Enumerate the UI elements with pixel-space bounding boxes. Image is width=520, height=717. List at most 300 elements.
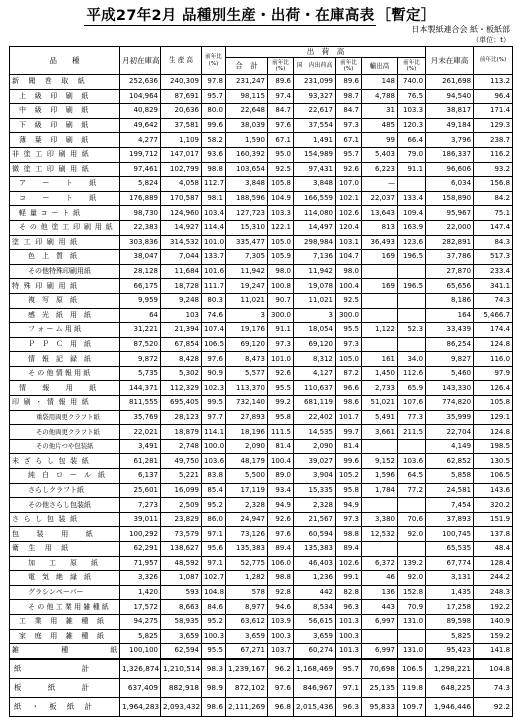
cell-exports-yoy: 131.0 [398,614,426,629]
cell-opening-stock: 3,491 [120,439,161,454]
cell-domestic-yoy: 95.7 [336,659,362,679]
cell-domestic-yoy: 100.3 [336,629,362,644]
cell-shipment-total: 1,590 [226,133,268,148]
cell-closing-yoy: 140.9 [474,614,513,629]
header-exports-yoy: 前年比(%) [398,58,426,75]
cell-shipment-total: 127,723 [226,206,268,221]
cell-exports-yoy [398,337,426,352]
table-row [10,104,513,119]
cell-domestic-yoy: 99.7 [336,425,362,440]
row-label: 重袋用両更クラフト紙 [10,410,120,425]
cell-closing-yoy: 126.4 [474,381,513,396]
table-row [10,177,513,192]
cell-shipment-total-yoy: 100.8 [268,279,294,294]
cell-domestic-shipment: 1,491 [294,133,336,148]
row-label: 工 業 用 雑 種 紙 [10,614,120,629]
cell-closing-yoy: 320.2 [474,498,513,513]
cell-shipment-total: 1,282 [226,571,268,586]
cell-shipment-total: 578 [226,585,268,600]
cell-domestic-shipment: 19,078 [294,279,336,294]
cell-production: 23,829 [161,512,202,527]
cell-exports-yoy: 79.0 [398,147,426,162]
cell-production-yoy: 103.4 [202,206,226,221]
cell-closing-stock: 17,258 [426,600,474,615]
cell-production-yoy: 103.6 [202,454,226,469]
table-row [10,206,513,221]
cell-production-yoy: 95.2 [202,498,226,513]
cell-domestic-yoy: 97.3 [336,118,362,133]
cell-shipment-total-yoy: 106.0 [268,556,294,571]
cell-closing-stock: 1,435 [426,585,474,600]
cell-closing-yoy: 93.2 [474,162,513,177]
cell-production: 8,663 [161,600,202,615]
cell-production-yoy: 80.0 [202,104,226,119]
cell-exports-yoy: 107.6 [398,396,426,411]
cell-exports [362,308,398,323]
cell-closing-yoy: 192.2 [474,600,513,615]
cell-closing-stock: 95,423 [426,644,474,659]
cell-exports-yoy: 119.8 [398,678,426,697]
header-total: 合 計 [226,58,268,75]
cell-production: 73,579 [161,527,202,542]
cell-domestic-shipment: 56,615 [294,614,336,629]
table-row [10,542,513,557]
cell-opening-stock: 66,175 [120,279,161,294]
cell-shipment-total: 27,893 [226,410,268,425]
cell-closing-stock: 94,540 [426,89,474,104]
cell-exports-yoy: 70.6 [398,512,426,527]
cell-opening-stock: 303,836 [120,235,161,250]
cell-opening-stock: 176,889 [120,191,161,206]
cell-closing-stock: 37,893 [426,512,474,527]
cell-production-yoy: 74.6 [202,308,226,323]
cell-closing-yoy: 129.3 [474,118,513,133]
table-row [10,352,513,367]
cell-closing-yoy: 129.1 [474,410,513,425]
row-label: 特 殊 印 刷 用 紙 [10,279,120,294]
cell-exports [362,293,398,308]
cell-closing-yoy: 156.8 [474,177,513,192]
cell-domestic-yoy: 82.8 [336,585,362,600]
cell-domestic-shipment: 1,168,469 [294,659,336,679]
cell-shipment-total: 113,370 [226,381,268,396]
cell-domestic-yoy: 105.0 [336,352,362,367]
cell-closing-yoy: 130.5 [474,454,513,469]
cell-exports [362,439,398,454]
cell-exports: 3,380 [362,512,398,527]
cell-opening-stock: 40,829 [120,104,161,119]
row-label: その他特殊印刷用紙 [10,264,120,279]
cell-production: 4,058 [161,177,202,192]
header-domestic-yoy: 前年比(%) [336,58,362,75]
cell-domestic-shipment: 69,120 [294,337,336,352]
cell-exports-yoy: 52.3 [398,323,426,338]
cell-shipment-total-yoy: 81.4 [268,439,294,454]
cell-closing-stock: 5,825 [426,629,474,644]
cell-production-yoy: 97.1 [202,556,226,571]
cell-production-yoy: 102.3 [202,381,226,396]
row-label: 色 上 質 紙 [10,250,120,265]
cell-shipment-total: 135,383 [226,542,268,557]
cell-closing-stock: 261,698 [426,75,474,90]
row-label: 非 塗 工 印 刷 用 紙 [10,147,120,162]
row-label: 情 報 用 紙 [10,381,120,396]
cell-shipment-total: 8,977 [226,600,268,615]
cell-domestic-shipment: 135,383 [294,542,336,557]
cell-closing-stock: 27,870 [426,264,474,279]
cell-exports: 70,698 [362,659,398,679]
cell-domestic-shipment: 60,594 [294,527,336,542]
cell-production-yoy: 97.1 [202,527,226,542]
cell-exports: — [362,177,398,192]
cell-opening-stock: 811,555 [120,396,161,411]
cell-domestic-shipment: 4,127 [294,366,336,381]
cell-domestic-yoy: 97.3 [336,512,362,527]
table-row [10,337,513,352]
total-row [10,697,513,716]
cell-domestic-shipment: 22,402 [294,410,336,425]
cell-exports: 3,661 [362,425,398,440]
cell-closing-yoy: 171.4 [474,104,513,119]
cell-shipment-total-yoy: 89.0 [268,469,294,484]
cell-domestic-shipment: 46,403 [294,556,336,571]
cell-opening-stock: 61,281 [120,454,161,469]
cell-shipment-total: 38,039 [226,118,268,133]
cell-opening-stock: 25,601 [120,483,161,498]
cell-shipment-total-yoy: 90.7 [268,293,294,308]
row-label: そ の 他 工 業 用 雑 種 紙 [10,600,120,615]
cell-production-yoy: 95.7 [202,89,226,104]
cell-shipment-total: 3,848 [226,177,268,192]
cell-closing-stock: 6,034 [426,177,474,192]
cell-production-yoy: 98.1 [202,191,226,206]
cell-shipment-total: 5,577 [226,366,268,381]
cell-domestic-yoy: 100.4 [336,279,362,294]
cell-opening-stock: 104,964 [120,89,161,104]
cell-closing-yoy: 106.5 [474,469,513,484]
cell-domestic-yoy: 96.3 [336,600,362,615]
table-row [10,498,513,513]
row-label: その他片つや包装紙 [10,439,120,454]
cell-opening-stock: 87,520 [120,337,161,352]
cell-opening-stock: 100,292 [120,527,161,542]
cell-opening-stock: 22,021 [120,425,161,440]
cell-shipment-total: 5,500 [226,469,268,484]
cell-production: 170,587 [161,191,202,206]
cell-production-yoy: 86.0 [202,512,226,527]
cell-shipment-total-yoy: 104.9 [268,191,294,206]
cell-domestic-shipment: 8,534 [294,600,336,615]
cell-exports: 443 [362,600,398,615]
cell-closing-stock: 35,999 [426,410,474,425]
row-label: その他両更クラフト紙 [10,425,120,440]
cell-production-yoy: 107.4 [202,323,226,338]
table-row [10,250,513,265]
cell-shipment-total-yoy: 97.6 [268,118,294,133]
cell-shipment-total-yoy: 98.8 [268,571,294,586]
cell-domestic-yoy: 87.2 [336,366,362,381]
cell-shipment-total: 160,392 [226,147,268,162]
cell-exports: 1,450 [362,366,398,381]
row-label: そ の 他 塗 工 印 刷 用 紙 [10,220,120,235]
cell-closing-stock: 22,000 [426,220,474,235]
cell-domestic-yoy: 81.4 [336,439,362,454]
row-label: 塗 工 印 刷 用 紙 [10,235,120,250]
cell-closing-stock: 67,774 [426,556,474,571]
cell-shipment-total-yoy: 97.3 [268,337,294,352]
cell-shipment-total: 63,612 [226,614,268,629]
cell-production: 138,627 [161,542,202,557]
cell-domestic-shipment: 298,984 [294,235,336,250]
cell-shipment-total: 48,179 [226,454,268,469]
cell-closing-yoy: 248.3 [474,585,513,600]
cell-domestic-yoy: 101.3 [336,614,362,629]
table-row [10,264,513,279]
cell-exports [362,337,398,352]
cell-shipment-total: 7,305 [226,250,268,265]
row-label: フ ォ ー ム 用 紙 [10,323,120,338]
header-production-yoy: 前年比(%) [202,47,226,75]
row-label: 複 写 原 紙 [10,293,120,308]
cell-opening-stock: 6,137 [120,469,161,484]
cell-domestic-shipment: 166,559 [294,191,336,206]
cell-opening-stock: 1,326,874 [120,659,161,679]
cell-opening-stock: 5,735 [120,366,161,381]
cell-exports-yoy: 103.6 [398,454,426,469]
cell-shipment-total-yoy: 105.8 [268,177,294,192]
row-label: さ ら し 包 装 紙 [10,512,120,527]
cell-shipment-total: 11,021 [226,293,268,308]
cell-closing-stock: 143,330 [426,381,474,396]
cell-exports-yoy: 66.4 [398,133,426,148]
cell-opening-stock: 252,636 [120,75,161,90]
cell-opening-stock: 1,964,283 [120,697,161,716]
cell-domestic-yoy: 89.6 [336,75,362,90]
cell-closing-yoy: 128.4 [474,556,513,571]
cell-domestic-shipment: 11,021 [294,293,336,308]
cell-production: 21,394 [161,323,202,338]
cell-exports: 22,037 [362,191,398,206]
cell-exports: 46 [362,571,398,586]
table-row [10,89,513,104]
row-label: 純 白 ロ ー ル 紙 [10,469,120,484]
cell-domestic-yoy: 107.0 [336,177,362,192]
table-row [10,425,513,440]
table-row [10,512,513,527]
cell-closing-stock: 164 [426,308,474,323]
cell-shipment-total: 1,239,167 [226,659,268,679]
cell-closing-stock: 9,827 [426,352,474,367]
header-production: 生 産 高 [161,47,202,75]
header-shipments: 出 荷 高 [226,47,426,58]
row-label: Ｐ Ｐ Ｃ 用 紙 [10,337,120,352]
cell-shipment-total: 22,648 [226,104,268,119]
cell-domestic-shipment: 3,659 [294,629,336,644]
cell-domestic-yoy: 98.7 [336,89,362,104]
cell-shipment-total: 3 [226,308,268,323]
cell-shipment-total-yoy: 97.6 [268,678,294,697]
table-row [10,629,513,644]
cell-exports-yoy: 109.7 [398,697,426,716]
cell-shipment-total-yoy: 103.3 [268,206,294,221]
cell-exports-yoy: 196.5 [398,250,426,265]
cell-shipment-total-yoy: 94.6 [268,600,294,615]
cell-closing-yoy: 105.8 [474,396,513,411]
cell-domestic-yoy: 95.8 [336,483,362,498]
cell-exports-yoy: 196.5 [398,279,426,294]
cell-shipment-total: 15,310 [226,220,268,235]
cell-production-yoy: 84.6 [202,600,226,615]
cell-shipment-total: 24,947 [226,512,268,527]
row-label: 薄 葉 印 刷 紙 [10,133,120,148]
cell-exports: 1,596 [362,469,398,484]
cell-exports-yoy: 152.8 [398,585,426,600]
cell-closing-stock: 49,184 [426,118,474,133]
cell-production-yoy: 95.5 [202,644,226,659]
cell-production-yoy: 98.9 [202,678,226,697]
row-label: 衛 生 用 紙 [10,542,120,557]
cell-domestic-yoy: 102.6 [336,556,362,571]
table-row [10,483,513,498]
cell-production: 11,684 [161,264,202,279]
cell-domestic-shipment: 2,090 [294,439,336,454]
table-row [10,614,513,629]
cell-domestic-yoy: 101.7 [336,410,362,425]
cell-domestic-shipment: 3,848 [294,177,336,192]
cell-closing-yoy: 116.0 [474,352,513,367]
unit-label: （単位：t） [472,36,510,44]
table-row [10,454,513,469]
row-label: 雑 種 紙 [10,644,120,659]
cell-production-yoy: 97.8 [202,75,226,90]
cell-production-yoy: 95.6 [202,542,226,557]
cell-closing-yoy: 517.3 [474,250,513,265]
cell-closing-yoy: 75.1 [474,206,513,221]
cell-production: 5,302 [161,366,202,381]
cell-shipment-total-yoy: 92.8 [268,585,294,600]
table-row [10,220,513,235]
cell-production-yoy: 98.3 [202,659,226,679]
cell-opening-stock: 22,383 [120,220,161,235]
cell-closing-stock: 648,225 [426,678,474,697]
cell-exports-yoy: 91.1 [398,162,426,177]
cell-exports: 6,997 [362,614,398,629]
cell-domestic-yoy: 97.3 [336,337,362,352]
cell-domestic-yoy: 84.7 [336,104,362,119]
cell-shipment-total-yoy: 103.9 [268,614,294,629]
cell-opening-stock: 1,420 [120,585,161,600]
row-label: 微 塗 工 印 刷 用 紙 [10,162,120,177]
row-label: さらしクラフト紙 [10,483,120,498]
cell-production: 2,093,432 [161,697,202,716]
cell-closing-stock: 282,891 [426,235,474,250]
row-label: 軽 量 コ ー ト 紙 [10,206,120,221]
cell-production: 3,659 [161,629,202,644]
cell-exports: 136 [362,585,398,600]
cell-closing-yoy: 48.4 [474,542,513,557]
cell-domestic-shipment: 154,989 [294,147,336,162]
header-exports: 輸出高 [362,58,398,75]
cell-production: 28,123 [161,410,202,425]
cell-domestic-shipment: 22,617 [294,104,336,119]
cell-production: 18,728 [161,279,202,294]
cell-production: 67,854 [161,337,202,352]
cell-exports: 169 [362,250,398,265]
cell-shipment-total-yoy: 103.7 [268,644,294,659]
cell-shipment-total-yoy: 92.5 [268,162,294,177]
cell-exports-yoy [398,498,426,513]
cell-closing-stock: 96,606 [426,162,474,177]
cell-production: 18,879 [161,425,202,440]
cell-domestic-shipment: 7,136 [294,250,336,265]
cell-closing-yoy: 198.5 [474,439,513,454]
cell-shipment-total-yoy: 93.4 [268,483,294,498]
cell-opening-stock: 38,047 [120,250,161,265]
cell-production: 240,309 [161,75,202,90]
cell-domestic-shipment: 110,637 [294,381,336,396]
cell-exports [362,542,398,557]
cell-opening-stock: 94,275 [120,614,161,629]
table-row [10,410,513,425]
cell-shipment-total-yoy: 92.6 [268,512,294,527]
cell-opening-stock: 49,642 [120,118,161,133]
production-table [9,46,513,717]
cell-domestic-shipment: 93,327 [294,89,336,104]
cell-closing-yoy: 5,466.7 [474,308,513,323]
cell-closing-yoy: 97.9 [474,366,513,381]
cell-closing-stock: 62,852 [426,454,474,469]
cell-exports-yoy: 106.5 [398,659,426,679]
cell-shipment-total-yoy: 84.7 [268,104,294,119]
cell-domestic-shipment: 442 [294,585,336,600]
cell-domestic-yoy: 94.9 [336,498,362,513]
table-row [10,527,513,542]
cell-shipment-total-yoy: 96.8 [268,697,294,716]
cell-exports-yoy: 103.3 [398,104,426,119]
cell-shipment-total: 18,196 [226,425,268,440]
cell-exports: 169 [362,279,398,294]
cell-closing-yoy: 137.8 [474,527,513,542]
cell-opening-stock: 7,273 [120,498,161,513]
total-row [10,659,513,679]
cell-production-yoy: 98.8 [202,162,226,177]
row-label: 紙 計 [10,659,120,679]
cell-closing-yoy: 238.7 [474,133,513,148]
cell-opening-stock: 97,461 [120,162,161,177]
cell-shipment-total: 19,247 [226,279,268,294]
cell-domestic-shipment: 18,054 [294,323,336,338]
header-opening-stock: 月初在庫高 [120,47,161,75]
cell-closing-yoy: 174.4 [474,323,513,338]
cell-shipment-total: 231,247 [226,75,268,90]
cell-production-yoy: 100.3 [202,629,226,644]
cell-domestic-yoy: 120.4 [336,220,362,235]
table-row [10,396,513,411]
cell-domestic-yoy: 104.7 [336,250,362,265]
row-label: ア ー ト 紙 [10,177,120,192]
cell-shipment-total: 8,473 [226,352,268,367]
cell-production: 37,581 [161,118,202,133]
cell-closing-stock: 1,946,446 [426,697,474,716]
cell-domestic-shipment: 846,967 [294,678,336,697]
cell-shipment-total-yoy: 97.6 [268,527,294,542]
cell-exports-yoy: 77.3 [398,410,426,425]
table-row [10,133,513,148]
cell-domestic-yoy: 98.8 [336,527,362,542]
cell-closing-stock: 38,817 [426,104,474,119]
cell-production-yoy: 111.7 [202,279,226,294]
cell-production: 1,210,514 [161,659,202,679]
